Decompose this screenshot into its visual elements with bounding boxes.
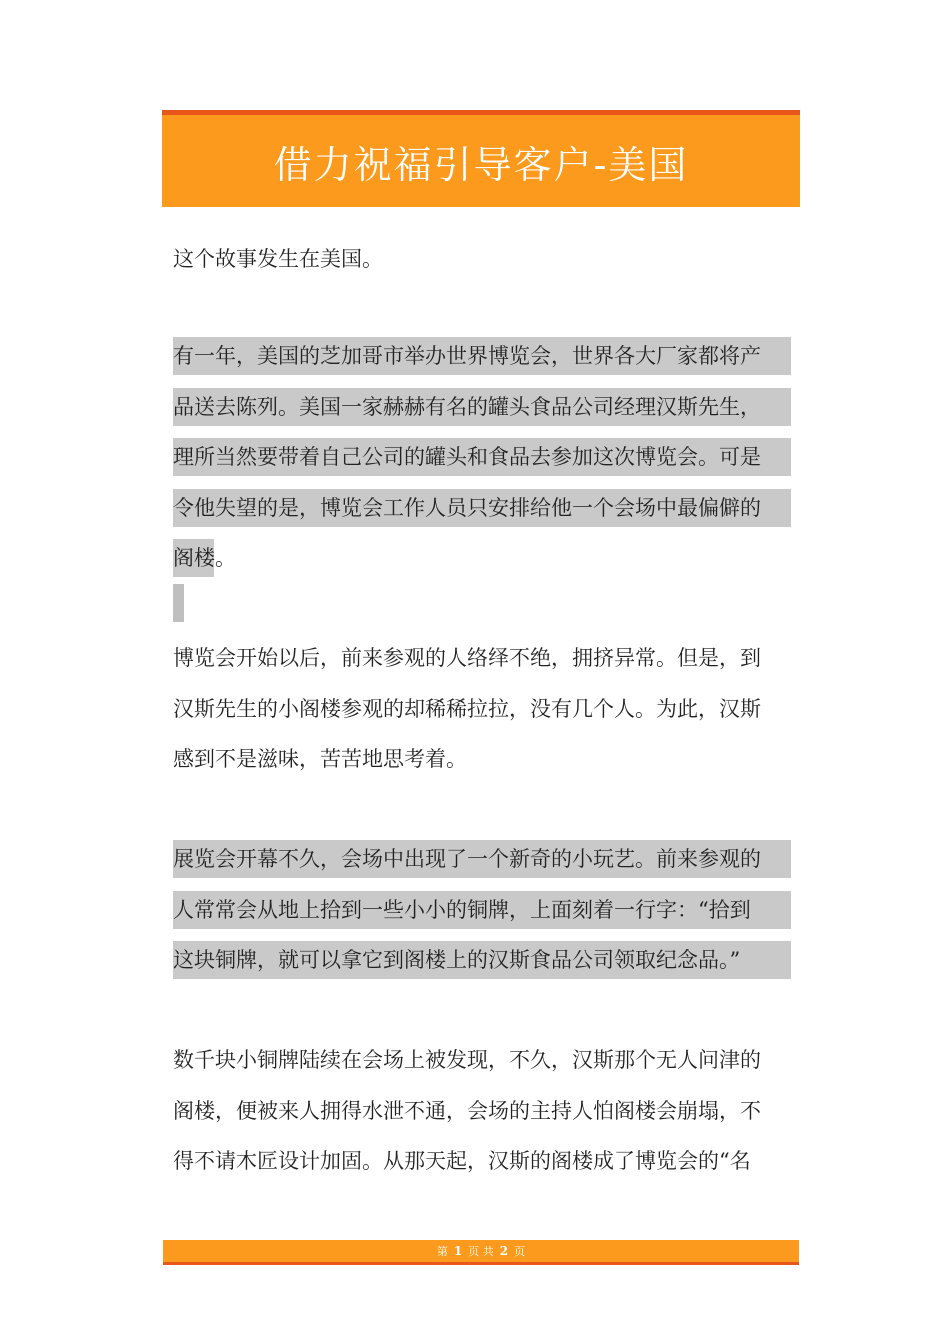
text-line: 汉斯先生的小阁楼参观的却稀稀拉拉，没有几个人。为此，汉斯	[173, 696, 761, 721]
footer-prefix: 第	[436, 1245, 448, 1258]
paragraph-highlighted-1	[173, 337, 791, 590]
text-line: 理所当然要带着自己公司的罐头和食品去参加这次博览会。可是	[173, 438, 791, 476]
text-line: 品送去陈列。美国一家赫赫有名的罐头食品公司经理汉斯先生，	[173, 388, 791, 426]
text-line: 感到不是滋味，苦苦地思考着。	[173, 747, 467, 771]
text-line: 令他失望的是，博览会工作人员只安排给他一个会场中最偏僻的	[173, 489, 791, 527]
title-banner	[162, 110, 800, 207]
text-line: 阁楼，便被来人拥得水泄不通，会场的主持人怕阁楼会崩塌，不	[173, 1098, 761, 1123]
text-line: 有一年，美国的芝加哥市举办世界博览会，世界各大厂家都将产	[173, 337, 791, 375]
page-footer	[163, 1240, 799, 1265]
highlight-marker	[173, 584, 184, 622]
document-title: 借力祝福引导客户-美国	[273, 142, 689, 187]
text-line: 数千块小铜牌陆续在会场上被发现，不久，汉斯那个无人问津的	[173, 1048, 761, 1072]
paragraph-expo-start	[173, 639, 791, 791]
paragraph-highlighted-2	[173, 840, 791, 992]
paragraph-intro	[173, 240, 791, 291]
text-line: 这块铜牌，就可以拿它到阁楼上的汉斯食品公司领取纪念品。”	[173, 941, 791, 979]
text-line: 人常常会从地上拾到一些小小的铜牌，上面刻着一行字：“拾到	[173, 891, 791, 929]
text-line: 展览会开幕不久，会场中出现了一个新奇的小玩艺。前来参观的	[173, 840, 791, 878]
text-line: 阁楼。	[173, 539, 214, 577]
paragraph-copper-tokens	[173, 1041, 791, 1193]
total-page-count: 2	[499, 1244, 509, 1258]
text-line: 这个故事发生在美国。	[173, 247, 383, 271]
text-line: 博览会开始以后，前来参观的人络绎不绝，拥挤异常。但是，到	[173, 646, 761, 670]
current-page-number: 1	[453, 1244, 463, 1258]
footer-middle: 页 共	[468, 1245, 494, 1258]
footer-suffix: 页	[514, 1245, 526, 1258]
text-line: 得不请木匠设计加固。从那天起，汉斯的阁楼成了博览会的“名	[173, 1149, 751, 1173]
